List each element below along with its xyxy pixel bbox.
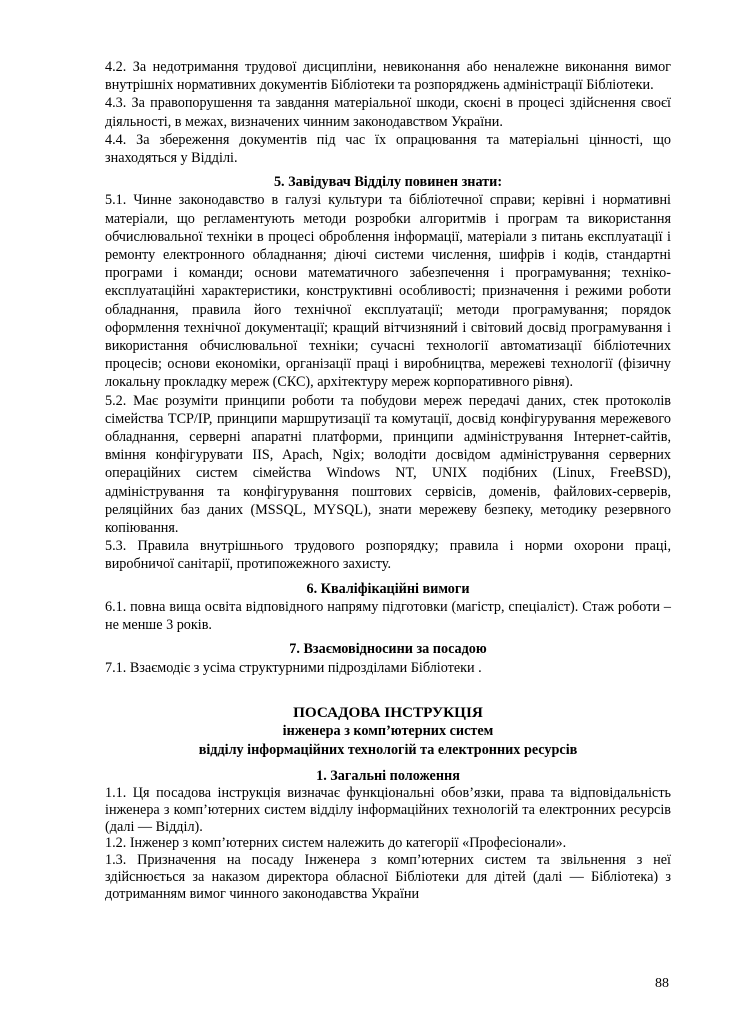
paragraph-4-4: 4.4. За збереження документів під час їх опрацювання та матеріальні цінності, що знаходяться у Відділі. [105, 131, 671, 167]
paragraph-1-2: 1.2. Інженер з комп’ютерних систем належить до категорії «Професіонали». [105, 835, 567, 852]
document-page [105, 58, 671, 902]
instruction-title: ПОСАДОВА ІНСТРУКЦІЯ [293, 703, 483, 721]
paragraph-5-3: 5.3. Правила внутрішнього трудового розпорядку; правила і норми охорони праці, виробничої санітарії, протипожежного захисту. [105, 538, 671, 573]
section-6-heading: 6. Кваліфікаційні вимоги [306, 580, 470, 597]
paragraph-5-1: 5.1. Чинне законодавство в галузі культури та бібліотечної справи; керівні і нормативні матеріали, що регламентують методи розробки алгоритмів і програм та використання обчислювальної техніки в процесі оброблення інформації, матеріали з питань експлуатації і ремонту електронного обладнання; діючі системи числення, шифрів і кодів, стандартні програми і команди; основи математичного забезпечення і програмування; техніко-експлуатаційні характеристики, конструктивні особливості; призначення і режими роботи обладнання, правила його технічної експлуатації; методи програмування; порядок оформлення технічної документації; кращий вітчизняний і світовий досвід програмування і використання обчислювальної техніки; сучасні технології автоматизації бібліотечних процесів; основи економіки, організації праці і виробництва, мережеві технології (фізичну локальну прокладку мереж (СКС), архітектуру мереж корпоративного рівня). [105, 192, 671, 391]
paragraph-1-1: 1.1. Ця посадова інструкція визначає функціональні обов’язки, права та відповідальність інженера з комп’ютерних систем відділу інформаційних технологій та електронних ресурсів (далі — Відділ). [105, 784, 671, 835]
paragraph-7-1: 7.1. Взаємодіє з усіма структурними підрозділами Бібліотеки . [105, 659, 482, 676]
instruction-subtitle-department: відділу інформаційних технологій та електронних ресурсів [198, 741, 578, 758]
paragraph-6-1: 6.1. повна вища освіта відповідного напряму підготовки (магістр, спеціаліст). Стаж роботи – не менше 3 років. [105, 598, 671, 634]
instruction-subtitle-position: інженера з комп’ютерних систем [282, 722, 494, 739]
section-5-heading: 5. Завідувач Відділу повинен знати: [273, 174, 503, 191]
paragraph-4-2: 4.2. За недотримання трудової дисципліни, невиконання або неналежне виконання вимог внутрішніх нормативних документів Бібліотеки та розпоряджень адміністрації Бібліотеки. [105, 59, 671, 94]
section-7-heading: 7. Взаємовідносини за посадою [289, 641, 487, 658]
paragraph-5-2: 5.2. Має розуміти принципи роботи та побудови мереж передачі даних, стек протоколів сімейства TCP/IP, принципи маршрутизації та комутації, досвід конфігурування мережевого обладнання, серверні апаратні платформи, принципи адміністрування Інтернет-сайтів, вміння конфігурувати IIS, Apach, Ngix; володіти досвідом адміністрування серверних операційних систем сімейства Windows NT, UNIX подібних (Linux, FreeBSD), адміністрування та конфігурування поштових сервісів, доменів, файлових-серверів, реляційних баз даних (MSSQL, MYSQL), знати мережеву безпеку, методику резервного копіювання. [105, 392, 671, 537]
paragraph-4-3: 4.3. За правопорушення та завдання матеріальної шкоди, скоєні в процесі здійснення своєї діяльності, в межах, визначених чинним законодавством України. [105, 95, 671, 130]
section-1-heading: 1. Загальні положення [316, 767, 460, 784]
paragraph-1-3: 1.3. Призначення на посаду Інженера з комп’ютерних систем та звільнення з неї здійснюється за наказом директора обласної Бібліотеки для дітей (далі — Бібліотека) з дотриманням вимог чинного законодавства України [105, 852, 671, 902]
page-number: 88 [655, 976, 669, 991]
